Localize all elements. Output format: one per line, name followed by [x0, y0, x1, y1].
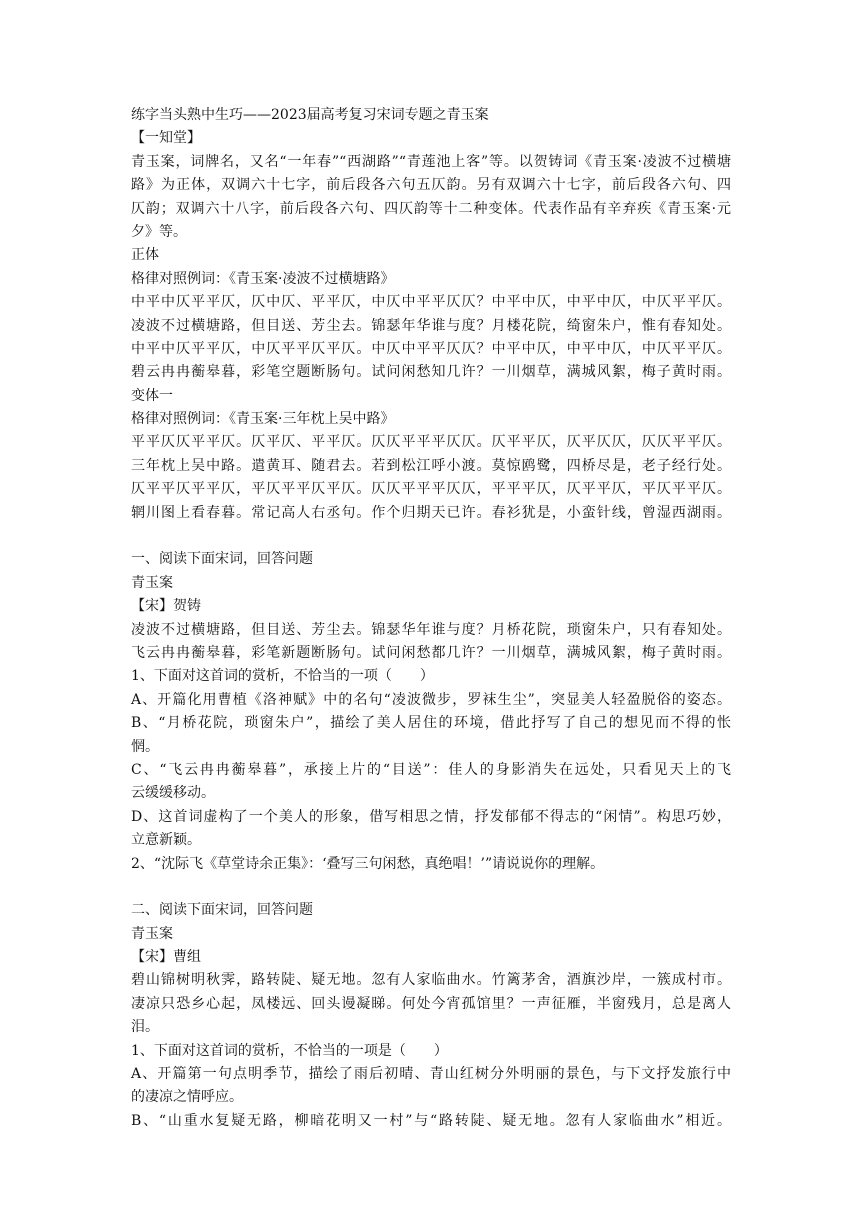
bianti-line: 平平仄仄平平仄。仄平仄、平平仄。仄仄平平平仄仄。仄平平仄，仄平仄仄，仄仄平平仄。 [131, 434, 731, 451]
part2-option-a: A、开篇第一句点明季节，描绘了雨后初晴、青山红树分外明丽的景色，与下文抒发旅行中 [131, 1066, 731, 1083]
part1-poem-title: 青玉案 [131, 574, 173, 591]
part1-heading: 一、阅读下面宋词，回答问题 [131, 551, 313, 568]
intro-line: 夕》等。 [131, 223, 187, 240]
intro-line: 仄韵；双调六十八字，前后段各六句、四仄韵等十二种变体。代表作品有辛弃疾《青玉案·元 [131, 200, 731, 217]
zhengti-heading: 正体 [131, 247, 159, 264]
part2-author: 【宋】曹组 [131, 949, 201, 966]
part1-question-1: 1、下面对这首词的赏析，不恰当的一项（ ） [131, 668, 434, 685]
bianti-heading: 变体一 [131, 387, 173, 404]
bianti-reference: 格律对照例词：《青玉案·三年枕上吴中路》 [131, 411, 395, 428]
zhengti-reference: 格律对照例词：《青玉案·凌波不过横塘路》 [131, 270, 395, 287]
part1-option-d-cont: 立意新颖。 [131, 832, 201, 849]
part2-poem-line: 凄凉只恐乡心起，凤楼远、回头谩凝睇。何处今宵孤馆里？一声征雁，半窗残月，总是离人 [131, 995, 731, 1012]
section-heading-know: 【一知堂】 [131, 130, 201, 147]
document-page [131, 104, 731, 1133]
intro-line: 青玉案，词牌名，又名“一年春”“西湖路”“青莲池上客”等。以贺铸词《青玉案·凌波不过横塘 [131, 153, 731, 170]
zhengti-line: 中平中仄平平仄，中仄平平仄平仄。中仄中平平仄仄？中平中仄，中平中仄，中仄平平仄。 [131, 340, 731, 357]
part1-poem-line: 凌波不过横塘路，但目送、芳尘去。锦瑟华年谁与度？月桥花院，琐窗朱户，只有春知处。 [131, 621, 731, 638]
part1-poem-line: 飞云冉冉蘅皋暮，彩笔新题断肠句。试问闲愁都几许？一川烟草，满城风絮，梅子黄时雨。 [131, 644, 731, 661]
zhengti-line: 碧云冉冉蘅皋暮，彩笔空题断肠句。试问闲愁知几许？一川烟草，满城风絮，梅子黄时雨。 [131, 364, 731, 381]
document-title: 练字当头熟中生巧——2023届高考复习宋词专题之青玉案 [131, 107, 489, 123]
bianti-line: 辋川图上看春暮。常记高人右丞句。作个归期天已许。春衫犹是，小蛮针线，曾湿西湖雨。 [131, 504, 731, 521]
part2-option-b: B、“山重水复疑无路，柳暗花明又一村”与“路转陡、疑无地。忽有人家临曲水”相近。 [131, 1112, 731, 1129]
part2-question-1: 1、下面对这首词的赏析，不恰当的一项是（ ） [131, 1042, 448, 1059]
part1-option-a: A、开篇化用曹植《洛神赋》中的名句“凌波微步，罗袜生尘”，突显美人轻盈脱俗的姿态。 [131, 691, 731, 708]
zhengti-line: 凌波不过横塘路，但目送、芳尘去。锦瑟年华谁与度？月楼花院，绮窗朱户，惟有春知处。 [131, 317, 731, 334]
bianti-line: 仄平平仄平平仄，平仄平平仄平仄。仄仄平平平仄仄，平平平仄，仄平平仄，平仄平平仄。 [131, 481, 731, 498]
part1-option-c: C、“飞云冉冉蘅皋暮”，承接上片的“目送”：佳人的身影消失在远处，只看见天上的飞 [131, 761, 731, 778]
part2-option-a-cont: 的凄凉之情呼应。 [131, 1089, 243, 1106]
part1-option-d: D、这首词虚构了一个美人的形象，借写相思之情，抒发郁郁不得志的“闲情”。构思巧妙， [131, 808, 731, 825]
part2-poem-line: 泪。 [131, 1019, 159, 1036]
part1-option-c-cont: 云缓缓移动。 [131, 785, 215, 802]
intro-line: 路》为正体，双调六十七字，前后段各六句五仄韵。另有双调六十七字，前后段各六句、四 [131, 177, 731, 194]
part2-heading: 二、阅读下面宋词，回答问题 [131, 902, 313, 919]
part2-poem-title: 青玉案 [131, 925, 173, 942]
bianti-line: 三年枕上吴中路。遣黄耳、随君去。若到松江呼小渡。莫惊鸥鹭，四桥尽是，老子经行处。 [131, 457, 731, 474]
spacer [131, 525, 731, 548]
zhengti-line: 中平中仄平平仄，仄中仄、平平仄，中仄中平平仄仄？中平中仄，中平中仄，中仄平平仄。 [131, 294, 731, 311]
part1-option-b-cont: 惘。 [131, 738, 159, 755]
part1-option-b: B、“月桥花院，琐窗朱户”，描绘了美人居住的环境，借此抒写了自己的想见而不得的怅 [131, 715, 731, 732]
spacer [131, 876, 731, 899]
part1-question-2: 2、“沈际飞《草堂诗余正集》：‘叠写三句闲愁，真绝唱！’”请说说你的理解。 [131, 855, 605, 872]
part1-author: 【宋】贺铸 [131, 598, 201, 615]
part2-poem-line: 碧山锦树明秋霁，路转陡、疑无地。忽有人家临曲水。竹篱茅舍，酒旗沙岸，一簇成村市。 [131, 972, 731, 989]
